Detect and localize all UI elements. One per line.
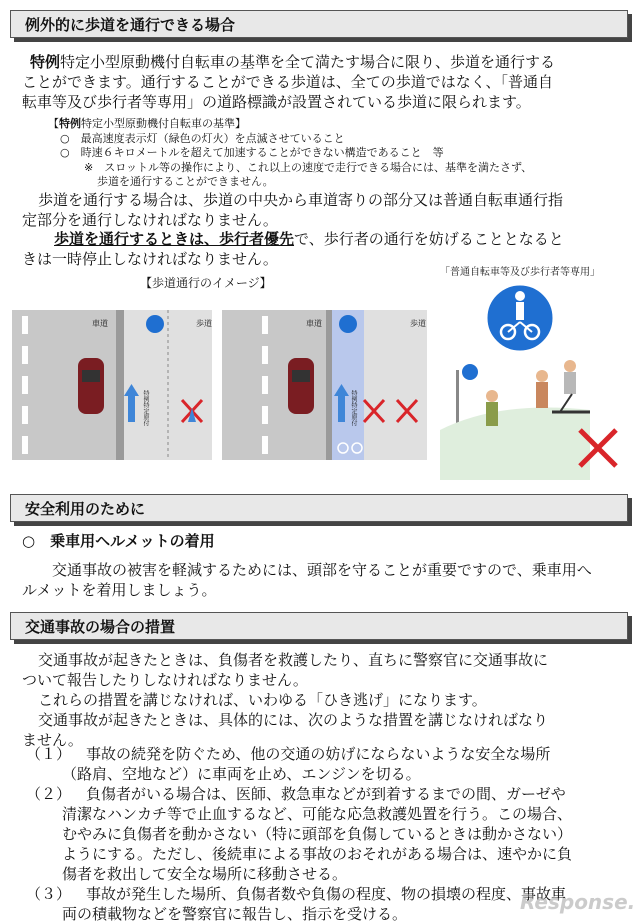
accident-p1-line2: ついて報告したりしなければなりません。	[22, 671, 308, 689]
criteria-item-2: ○ 時速６キロメートルを超えて加速することができない構造であること 等	[60, 146, 444, 159]
section-heading-accident: 交通事故の場合の措置	[10, 612, 628, 640]
road-diagram-before	[12, 310, 212, 460]
item-2-line1: 負傷者がいる場合は、医師、救急車などが到着するまでの間、ガーゼや	[86, 785, 566, 803]
sign-caption: 「普通自転車等及び歩行者等専用」	[440, 267, 600, 278]
item-1-line1: 事故の続発を防ぐため、他の交通の妨げにならないような安全な場所	[86, 745, 551, 763]
sign-illustration	[440, 280, 636, 480]
pedestrian-icon	[486, 390, 498, 402]
accident-p3-line2: ません。	[22, 731, 83, 749]
sidewalk-label-1: 歩道	[196, 319, 212, 328]
item-3-number: （３）	[26, 885, 72, 903]
section-heading-safe-use: 安全利用のために	[10, 494, 628, 522]
pedestrian-icon-2	[536, 370, 548, 382]
para1-text1: 特定小型原動機付自転車の基準を全て満たす場合に限り、歩道を通行する	[60, 53, 556, 71]
note-line2: 歩道を通行することができません。	[97, 175, 274, 188]
item-3-line2: 両の積載物などを警察官に報告し、指示を受ける。	[62, 905, 408, 923]
item-3-line1: 事故が発生した場所、負傷者数や負傷の程度、物の損壊の程度、事故車	[86, 885, 567, 903]
road-diagram-after	[222, 310, 427, 460]
tokurei-label: 特例	[30, 53, 61, 71]
road-label-1: 車道	[92, 319, 108, 328]
sidewalk-label-2: 歩道	[410, 319, 426, 328]
sign-icon-small	[146, 315, 164, 333]
para1-line2: ことができます。通行することができる歩道は、全ての歩道ではなく、「普通自	[22, 73, 554, 91]
item-2-number: （２）	[26, 785, 72, 803]
para1-line3: 転車等及び歩行者等専用」の道路標識が設置されている歩道に限られます。	[22, 93, 531, 111]
criteria-tokurei: 特例	[59, 117, 81, 130]
item-2-line2: 清潔なハンカチ等で止血するなど、可能な応急救護処置を行う。この場合、	[62, 805, 573, 823]
sign-icon-small	[339, 315, 357, 333]
item-2-line5: 傷者を救出して安全な場所に移動させる。	[62, 865, 348, 883]
note-line1: ※ スロットル等の操作により、これ以上の速度で走行できる場合には、基準を満たさず、	[84, 161, 533, 174]
criteria-bracket: 【	[48, 117, 59, 130]
pedestrian-priority: 歩道を通行するときは、歩行者優先	[54, 230, 295, 248]
item-2-line3: むやみに負傷者を動かさない（特に頭部を負傷しているときは動かさない）	[62, 825, 573, 843]
item-1-number: （１）	[26, 745, 72, 763]
para2-line1: 歩道を通行する場合は、歩道の中央から車道寄りの部分又は普通自転車通行指	[38, 191, 564, 209]
helmet-item-title: ○ 乗車用ヘルメットの着用	[22, 532, 215, 550]
watermark-logo: Response.	[520, 890, 636, 914]
road-label-2: 車道	[306, 319, 322, 328]
image-caption: 【歩道通行のイメージ】	[140, 276, 272, 290]
arrow-label-2: 特例特定原付	[350, 390, 357, 426]
item-1-line2: （路肩、空地など）に車両を止め、エンジンを切る。	[62, 765, 421, 783]
helmet-para-line2: ルメットを着用しましょう。	[22, 581, 217, 599]
accident-p2-line1: これらの措置を講じなければ、いわゆる「ひき逃げ」になります。	[38, 691, 487, 709]
accident-p3-line1: 交通事故が起きたときは、具体的には、次のような措置を講じなければなり	[38, 711, 549, 729]
car-icon	[78, 358, 104, 414]
criteria-item-1: ○ 最高速度表示灯（緑色の灯火）を点滅させていること	[60, 132, 345, 145]
para2-line2: 定部分を通行しなければなりません。	[22, 211, 278, 229]
accident-p1-line1: 交通事故が起きたときは、負傷者を救護したり、直ちに警察官に交通事故に	[38, 651, 549, 669]
arrow-label-1: 特例特定原付	[142, 390, 149, 426]
car-icon	[288, 358, 314, 414]
para3-text1: で、歩行者の通行を妨げることとなると	[294, 230, 564, 248]
item-2-line4: ようにする。ただし、後続車による事故のおそれがある場合は、速やかに負	[62, 845, 573, 863]
para1-line1	[30, 52, 555, 72]
scooter-rider-icon	[564, 360, 576, 372]
para3-line2: きは一時停止しなければなりません。	[22, 250, 278, 268]
criteria-title	[48, 116, 246, 131]
section-heading-sidewalk-exception: 例外的に歩道を通行できる場合	[10, 10, 628, 38]
criteria-rest: 特定小型原動機付自転車の基準】	[81, 117, 246, 130]
helmet-para-line1: 交通事故の被害を軽減するためには、頭部を守ることが重要ですので、乗車用へ	[52, 561, 592, 579]
para3-line1	[54, 229, 564, 249]
